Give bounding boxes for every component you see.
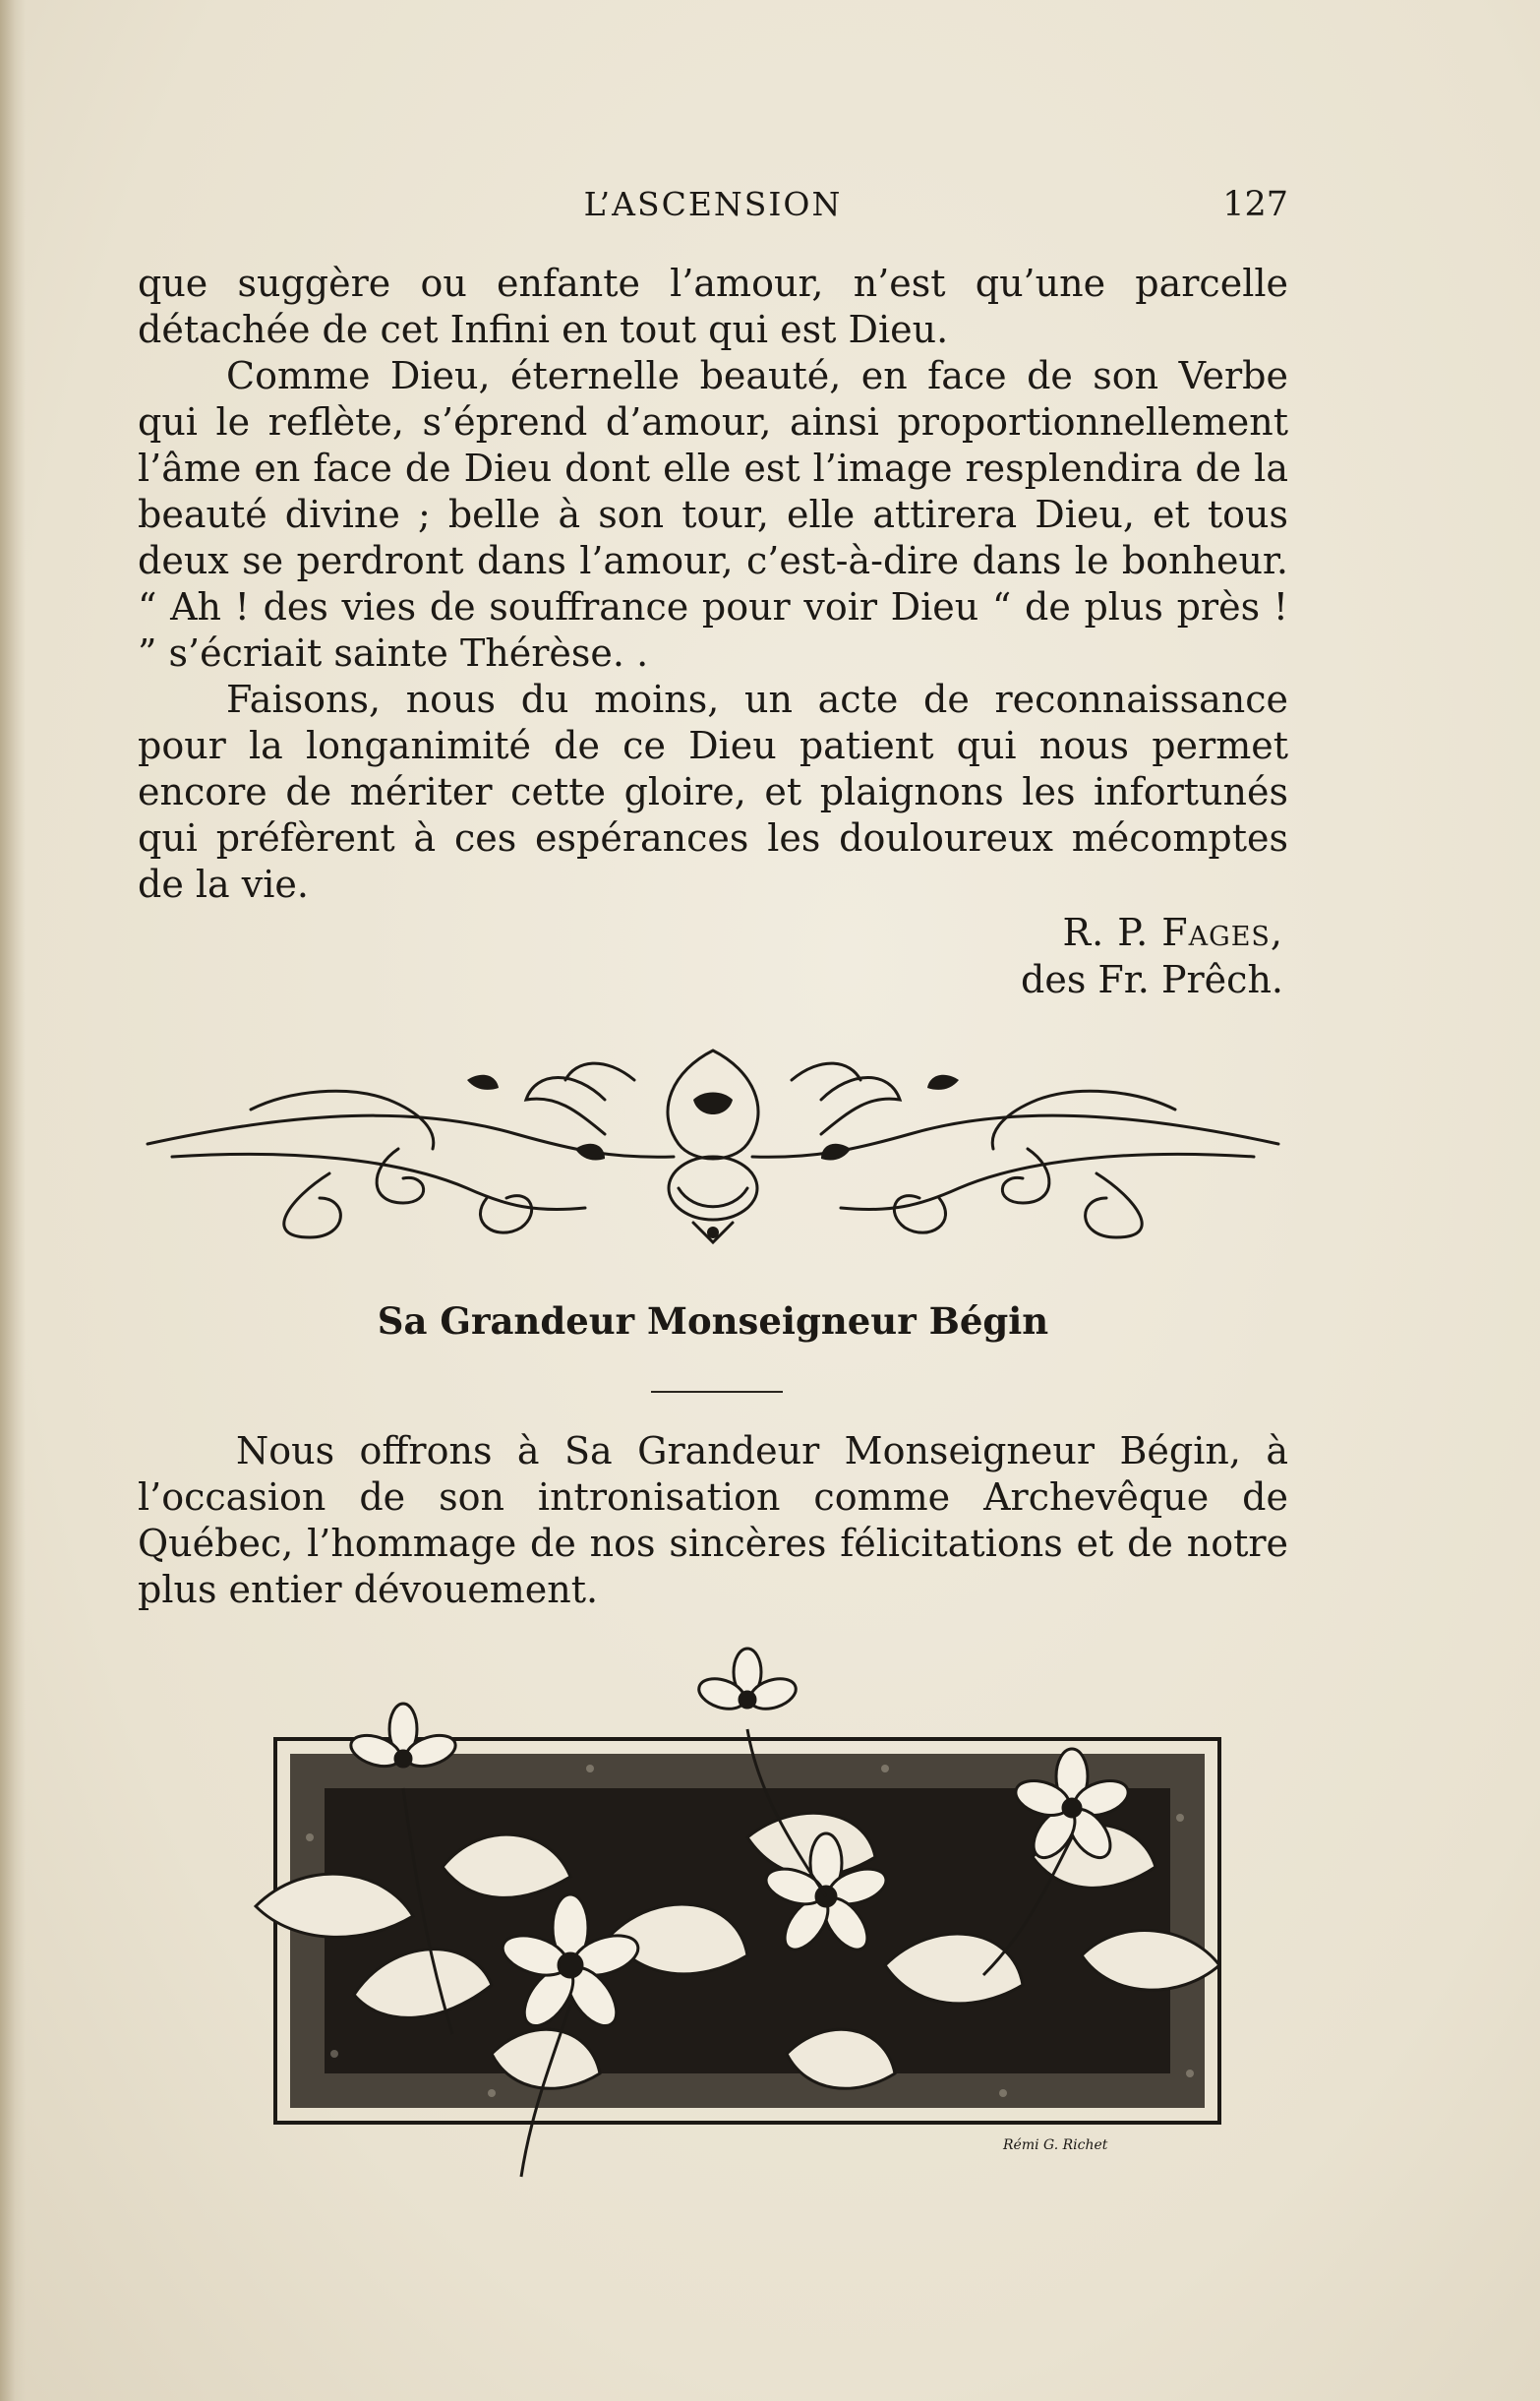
paragraph: que suggère ou enfante l’amour, n’est qu’une parcelle détachée de cet Infini en tout qui est Dieu. (138, 262, 1288, 351)
heading-rule (651, 1391, 783, 1393)
notice-heading: Sa Grandeur Monseigneur Bégin (377, 1299, 1049, 1343)
notice-paragraph: Nous offrons à Sa Grandeur Monseigneur Bégin, à l’occasion de son intronisation comme Archevêque de Québec, l’hommage de nos sincères félicitations et de notre plus entier dévouement. (138, 1429, 1288, 1611)
page-number: 127 (1222, 185, 1288, 224)
signature-order: des Fr. Prêch. (1021, 958, 1283, 1001)
notice-text (138, 1428, 1288, 1613)
page-spine-shadow (0, 0, 26, 2401)
floral-vignette-ornament (197, 1641, 1249, 2191)
running-head (138, 185, 1288, 228)
paragraph: Comme Dieu, éternelle beauté, en face de son Verbe qui le reflète, s’éprend d’amour, ainsi proportionnellement l’âme en face de Dieu dont elle est l’image resplendira de la beauté divine ; belle à son tour, elle attirera Dieu, et tous deux se perdront dans l’amour, c’est-à-dire dans le bonheur. “ Ah ! des vies de souffrance pour voir Dieu “ de plus près ! ” s’écriait sainte Thérèse. . (138, 354, 1288, 675)
running-title: L’ASCENSION (583, 185, 843, 223)
scrollwork-foliage-ornament (143, 1041, 1283, 1247)
artist-signature: Rémi G. Richet (1003, 2137, 1108, 2153)
paragraph: Faisons, nous du moins, un acte de reconnaissance pour la longanimité de ce Dieu patient qui nous permet encore de mériter cette gloire, et plaignons les infortunés qui préfèrent à ces espérances les douloureux mécomptes de la vie. (138, 678, 1288, 906)
article-body (138, 261, 1288, 908)
author-signature (138, 909, 1283, 1003)
signature-name: R. P. Fages, (1062, 911, 1283, 954)
